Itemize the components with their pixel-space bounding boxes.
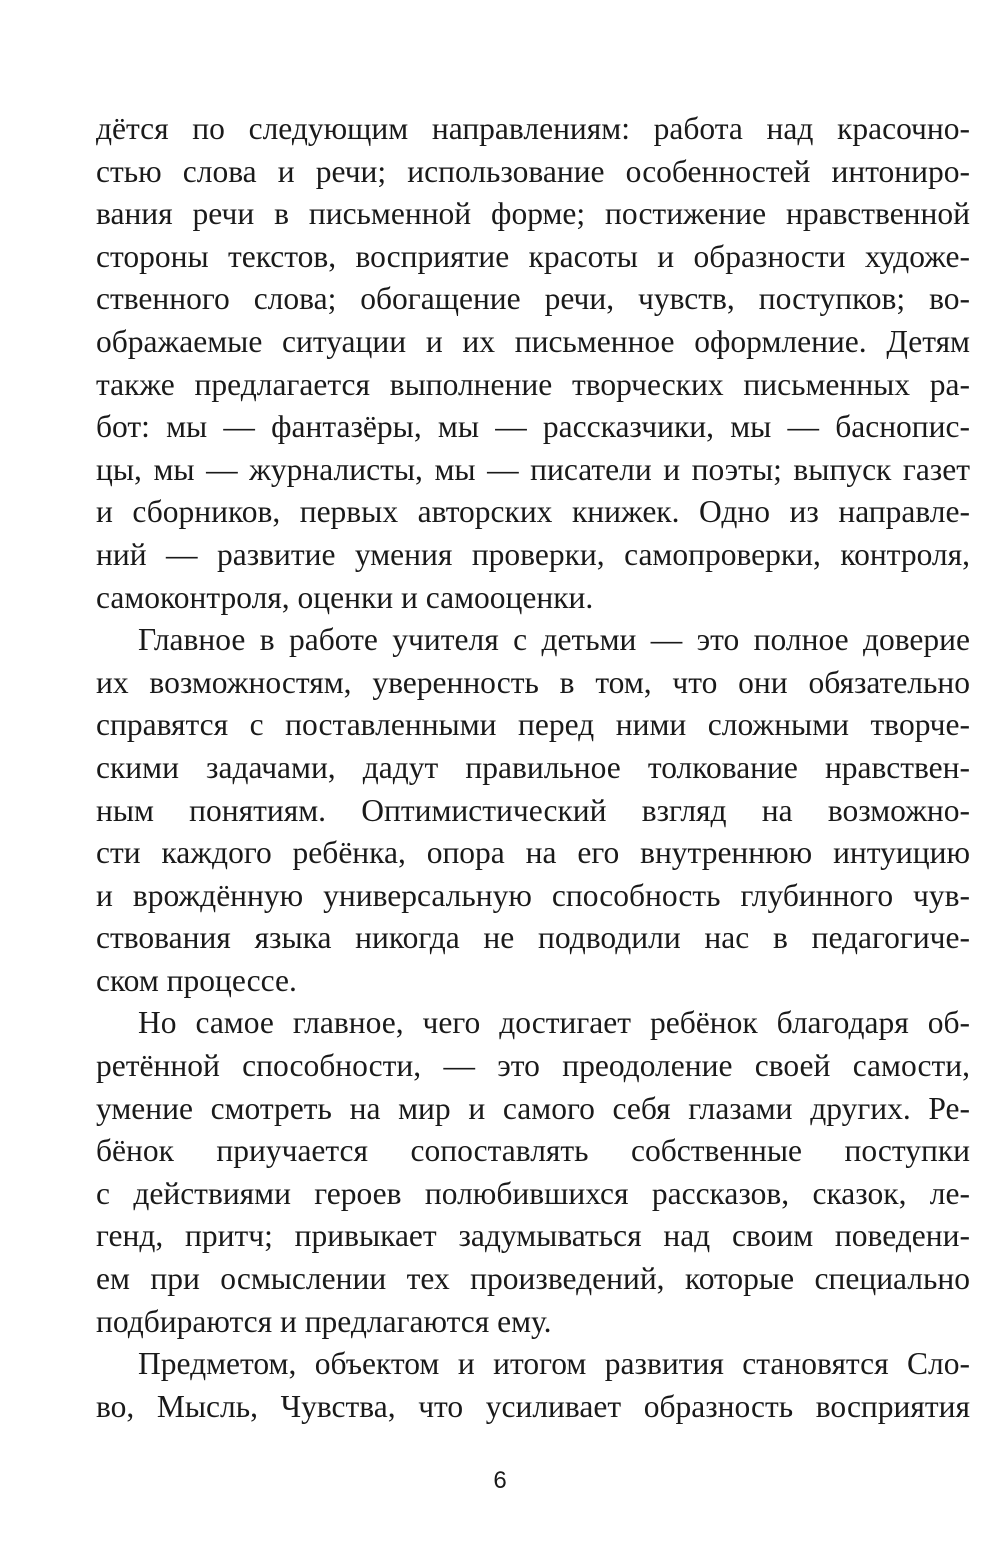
text-line: вания речи в письменной форме; постижение нравственной	[96, 196, 970, 232]
text-line: дётся по следующим направлениям: работа над красочно-	[96, 111, 970, 146]
text-line: сти каждого ребёнка, опора на его внутреннюю интуицию	[96, 835, 970, 871]
text-line: ретённой способности, — это преодоление своей самости,	[96, 1048, 970, 1084]
paragraph	[96, 108, 970, 619]
text-line: подбираются и предлагаются ему.	[96, 1303, 552, 1339]
text-line: также предлагается выполнение творческих письменных ра-	[96, 366, 970, 402]
page-number: 6	[493, 1467, 507, 1494]
text-line: Но самое главное, чего достигает ребёнок благодаря об-	[138, 1005, 970, 1041]
text-line: самоконтроля, оценки и самооценки.	[96, 579, 594, 615]
text-line: бот: мы — фантазёры, мы — рассказчики, мы — баснопис-	[96, 409, 970, 445]
text-line: ем при осмыслении тех произведений, которые специально	[96, 1261, 970, 1297]
text-line: генд, притч; привыкает задумываться над своим поведени-	[96, 1218, 970, 1254]
text-line: ний — развитие умения проверки, самопроверки, контроля,	[96, 536, 970, 572]
text-line: Главное в работе учителя с детьми — это полное доверие	[138, 622, 970, 658]
text-line: во, Мысль, Чувства, что усиливает образность восприятия	[96, 1388, 970, 1424]
text-line: Предметом, объектом и итогом развития становятся Сло-	[138, 1346, 970, 1382]
text-line: умение смотреть на мир и самого себя глазами других. Ре-	[96, 1090, 970, 1126]
text-line: и сборников, первых авторских книжек. Одно из направле-	[96, 494, 970, 530]
text-line: ском процессе.	[96, 962, 297, 998]
text-line: цы, мы — журналисты, мы — писатели и поэты; выпуск газет	[96, 451, 970, 487]
text-line: с действиями героев полюбившихся рассказов, сказок, ле-	[96, 1175, 970, 1211]
paragraph	[96, 619, 970, 1002]
text-line: ображаемые ситуации и их письменное оформление. Детям	[96, 323, 970, 359]
paragraph	[96, 1343, 970, 1428]
text-line: стью слова и речи; использование особенностей интониро-	[96, 153, 970, 189]
text-line: бёнок приучается сопоставлять собственные поступки	[96, 1133, 970, 1169]
paragraph	[96, 1002, 970, 1343]
body-text	[96, 108, 970, 1428]
text-line: и врождённую универсальную способность глубинного чув-	[96, 877, 970, 913]
text-line: ствования языка никогда не подводили нас в педагогиче-	[96, 920, 970, 956]
text-line: стороны текстов, восприятие красоты и образности художе-	[96, 238, 970, 274]
text-line: ным понятиям. Оптимистический взгляд на возможно-	[96, 792, 970, 828]
text-line: ственного слова; обогащение речи, чувств, поступков; во-	[96, 281, 970, 317]
text-line: их возможностям, уверенность в том, что они обязательно	[96, 664, 970, 700]
text-line: скими задачами, дадут правильное толкование нравствен-	[96, 749, 970, 785]
text-line: справятся с поставленными перед ними сложными творче-	[96, 707, 970, 743]
